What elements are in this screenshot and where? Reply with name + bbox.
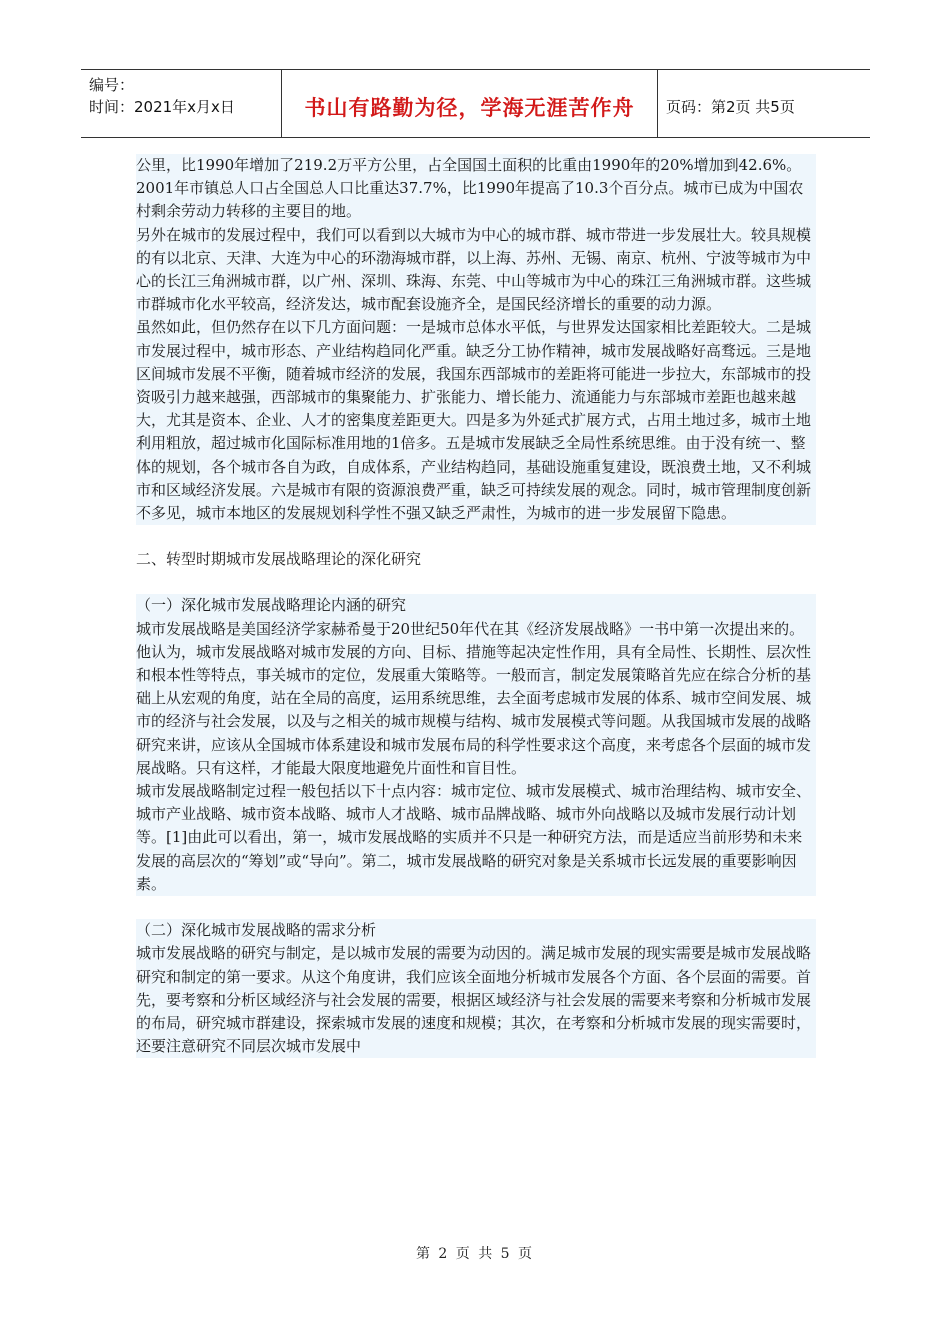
paragraph-urbanization-stats: 公里，比1990年增加了219.2万平方公里，占全国国土面积的比重由1990年的20%增加到42.6%。2001年市镇总人口占全国总人口比重达37.7%，比1990年提高了10.3个百分点。城市已成为中国农村剩余劳动力转移的主要目的地。 <box>136 154 816 224</box>
document-body <box>136 154 816 1058</box>
spacer <box>136 571 816 594</box>
subsection-heading-2: （二）深化城市发展战略的需求分析 <box>136 919 816 942</box>
subsection-heading-1: （一）深化城市发展战略理论内涵的研究 <box>136 594 816 617</box>
paragraph-demand-analysis: 城市发展战略的研究与制定，是以城市发展的需要为动因的。满足城市发展的现实需要是城市发展战略研究和制定的第一要求。从这个角度讲，我们应该全面地分析城市发展各个方面、各个层面的需要。首先，要考察和分析区域经济与社会发展的需要，根据区域经济与社会发展的需要来考察和分析城市发展的布局，研究城市群建设，探索城市发展的速度和规模；其次，在考察和分析城市发展的现实需要时，还要注意研究不同层次城市发展中 <box>136 942 816 1058</box>
page-footer: 第 2 页 共 5 页 <box>415 1246 535 1262</box>
document-number: 编号： <box>89 76 135 94</box>
paragraph-city-clusters: 另外在城市的发展过程中，我们可以看到以大城市为中心的城市群、城市带进一步发展壮大。较具规模的有以北京、天津、大连为中心的环渤海城市群，以上海、苏州、无锡、南京、杭州、宁波等城市为中心的长江三角洲城市群，以广州、深圳、珠海、东莞、中山等城市为中心的珠江三角洲城市群。这些城市群城市化水平较高，经济发达，城市配套设施齐全，是国民经济增长的重要的动力源。 <box>136 224 816 317</box>
header-meta <box>81 70 282 137</box>
header-page-number: 页码：第2页 共5页 <box>666 98 795 116</box>
header-motto: 书山有路勤为径，学海无涯苦作舟 <box>282 70 658 137</box>
page-header <box>81 69 870 138</box>
paragraph-strategy-contents: 城市发展战略制定过程一般包括以下十点内容：城市定位、城市发展模式、城市治理结构、城市安全、城市产业战略、城市资本战略、城市人才战略、城市品牌战略、城市外向战略以及城市发展行动计划等。[1]由此可以看出，第一，城市发展战略的实质并不只是一种研究方法，而是适应当前形势和未来发展的高层次的“筹划”或“导向”。第二，城市发展战略的研究对象是关系城市长远发展的重要影响因素。 <box>136 780 816 896</box>
document-date: 时间：2021年x月x日 <box>89 98 235 116</box>
paragraph-problems: 虽然如此，但仍然存在以下几方面问题：一是城市总体水平低，与世界发达国家相比差距较大。二是城市发展过程中，城市形态、产业结构趋同化严重。缺乏分工协作精神，城市发展战略好高骛远。三是地区间城市发展不平衡，随着城市经济的发展，我国东西部城市的差距将可能进一步拉大，东部城市的投资吸引力越来越强，西部城市的集聚能力、扩张能力、增长能力、流通能力与东部城市差距也越来越大，尤其是资本、企业、人才的密集度差距更大。四是多为外延式扩展方式，占用土地过多，城市土地利用粗放，超过城市化国际标准用地的1倍多。五是城市发展缺乏全局性系统思维。由于没有统一、整体的规划，各个城市各自为政，自成体系，产业结构趋同，基础设施重复建设，既浪费土地，又不利城市和区域经济发展。六是城市有限的资源浪费严重，缺乏可持续发展的观念。同时，城市管理制度创新不多见，城市本地区的发展规划科学性不强又缺乏严肃性，为城市的进一步发展留下隐患。 <box>136 316 816 525</box>
spacer <box>136 896 816 919</box>
spacer <box>136 525 816 548</box>
paragraph-strategy-definition: 城市发展战略是美国经济学家赫希曼于20世纪50年代在其《经济发展战略》一书中第一次提出来的。他认为，城市发展战略对城市发展的方向、目标、措施等起决定性作用，具有全局性、长期性、层次性和根本性等特点，事关城市的定位，发展重大策略等。一般而言，制定发展策略首先应在综合分析的基础上从宏观的角度，站在全局的高度，运用系统思维，去全面考虑城市发展的体系、城市空间发展、城市的经济与社会发展，以及与之相关的城市规模与结构、城市发展模式等问题。从我国城市发展的战略研究来讲，应该从全国城市体系建设和城市发展布局的科学性要求这个高度，来考虑各个层面的城市发展战略。只有这样，才能最大限度地避免片面性和盲目性。 <box>136 618 816 780</box>
section-heading-2: 二、转型时期城市发展战略理论的深化研究 <box>136 550 422 569</box>
